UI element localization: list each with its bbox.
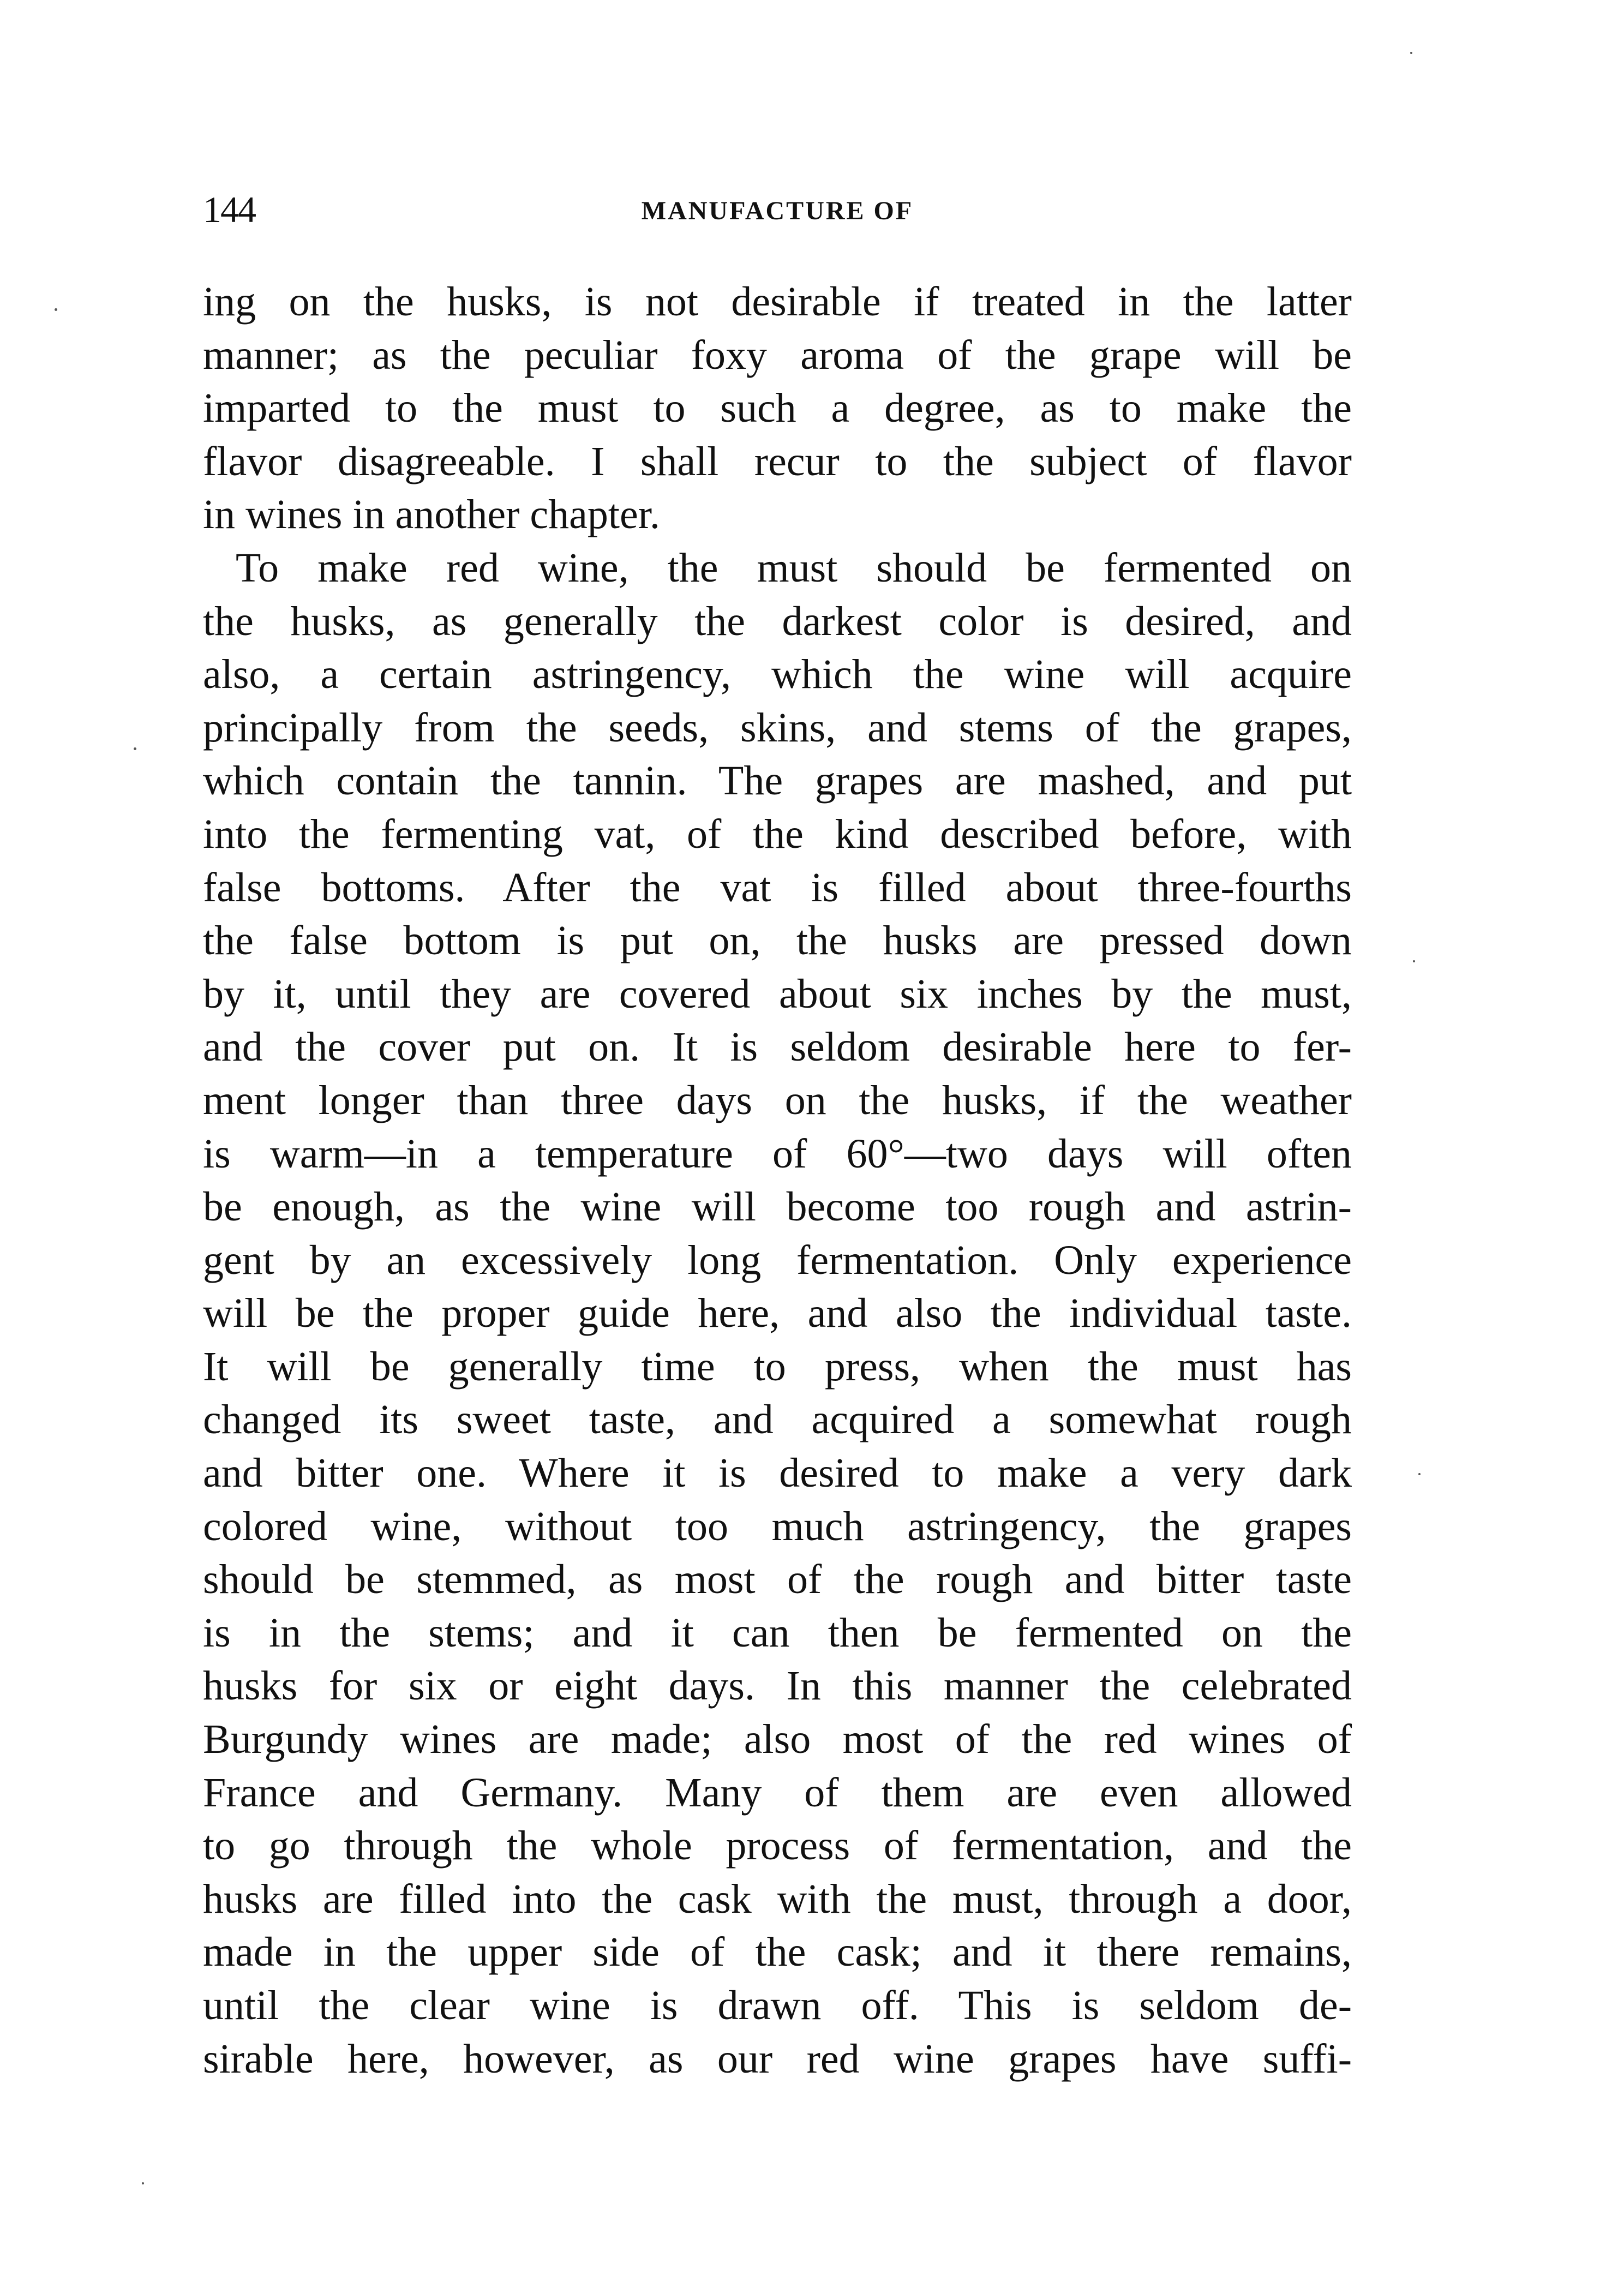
text-line: principally from the seeds, skins, and stems of the grapes, xyxy=(203,704,1352,751)
running-head xyxy=(203,188,1352,232)
body-text xyxy=(203,276,1352,2086)
text-line: sirable here, however, as our red wine grapes have suffi- xyxy=(203,2035,1352,2082)
text-line: France and Germany. Many of them are even allowed xyxy=(203,1769,1352,1816)
text-line: manner; as the peculiar foxy aroma of the grape will be xyxy=(203,332,1352,378)
text-line: husks for six or eight days. In this manner the celebrated xyxy=(203,1663,1352,1709)
text-line: the false bottom is put on, the husks are pressed down xyxy=(203,918,1352,964)
text-line: in wines in another chapter. xyxy=(203,492,660,538)
text-line: made in the upper side of the cask; and it there remains, xyxy=(203,1929,1352,1975)
text-line: will be the proper guide here, and also the individual taste. xyxy=(203,1290,1352,1337)
text-line: by it, until they are covered about six inches by the must, xyxy=(203,971,1352,1017)
scan-speck xyxy=(55,308,57,311)
page-number: 144 xyxy=(203,189,255,230)
running-title: MANUFACTURE OF xyxy=(641,196,914,225)
text-line: colored wine, without too much astringency, the grapes xyxy=(203,1503,1352,1549)
text-line: to go through the whole process of fermentation, and the xyxy=(203,1823,1352,1869)
text-line: the husks, as generally the darkest color is desired, and xyxy=(203,598,1352,644)
text-line: It will be generally time to press, when the must has xyxy=(203,1343,1352,1390)
text-line: changed its sweet taste, and acquired a somewhat rough xyxy=(203,1397,1352,1443)
text-line: flavor disagreeable. I shall recur to the subject of flavor xyxy=(203,438,1352,484)
text-line: imparted to the must to such a degree, as to make the xyxy=(203,385,1352,432)
text-line: ment longer than three days on the husks, if the weather xyxy=(203,1077,1352,1123)
paragraph-start-line: To make red wine, the must should be fermented on xyxy=(236,544,1352,591)
scan-speck xyxy=(142,2182,144,2184)
text-line: and the cover put on. It is seldom desirable here to fer- xyxy=(203,1024,1352,1070)
scan-speck xyxy=(1413,960,1415,962)
scan-speck xyxy=(1410,52,1412,54)
text-line: is warm—in a temperature of 60°—two days will often xyxy=(203,1130,1352,1177)
scan-speck xyxy=(134,747,136,750)
text-line: until the clear wine is drawn off. This is seldom de- xyxy=(203,1983,1352,2028)
text-line: into the fermenting vat, of the kind described before, with xyxy=(203,811,1352,857)
text-line: gent by an excessively long fermentation. Only experience xyxy=(203,1237,1352,1283)
text-line: and bitter one. Where it is desired to make a very dark xyxy=(203,1450,1352,1496)
text-line: Burgundy wines are made; also most of the red wines of xyxy=(203,1716,1352,1763)
text-line: which contain the tannin. The grapes are mashed, and put xyxy=(203,758,1352,804)
scan-speck xyxy=(1418,1473,1421,1475)
text-line: should be stemmed, as most of the rough and bitter taste xyxy=(203,1556,1352,1603)
text-line: ing on the husks, is not desirable if treated in the latter xyxy=(203,279,1352,325)
text-line: be enough, as the wine will become too rough and astrin- xyxy=(203,1184,1352,1230)
text-line: also, a certain astringency, which the wine will acquire xyxy=(203,651,1352,698)
text-line: husks are filled into the cask with the must, through a door, xyxy=(203,1876,1352,1922)
text-line: is in the stems; and it can then be fermented on the xyxy=(203,1609,1352,1656)
text-line: false bottoms. After the vat is filled about three-fourths xyxy=(203,864,1352,911)
